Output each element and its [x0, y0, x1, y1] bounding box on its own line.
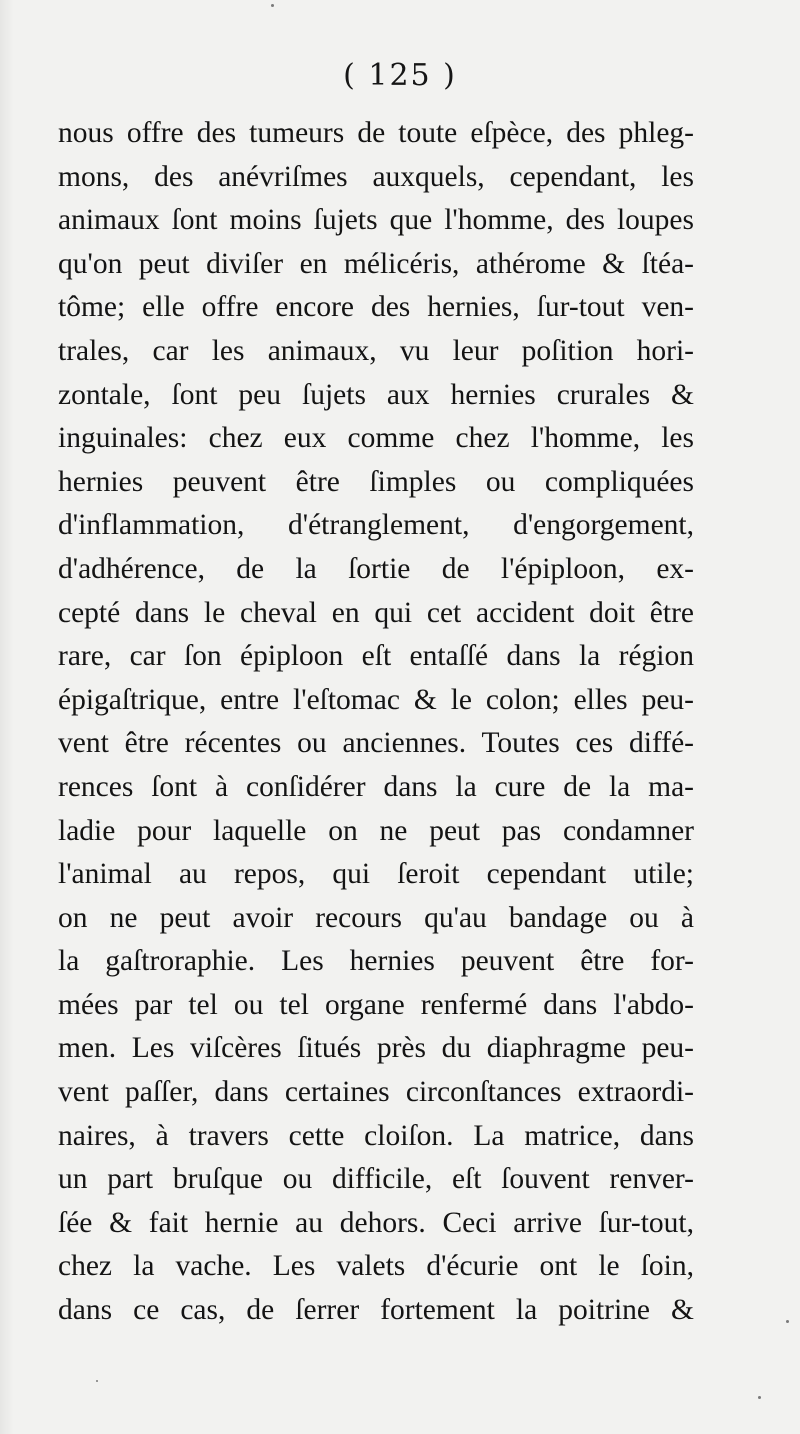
text-line: rences ſont à conſidérer dans la cure de la ma-: [58, 770, 694, 803]
text-line: ladie pour laquelle on ne peut pas condamner: [58, 814, 694, 847]
text-line: vent être récentes ou anciennes. Toutes ces diffé-: [58, 727, 694, 760]
text-line: inguinales: chez eux comme chez l'homme, les: [58, 422, 694, 455]
text-line: zontale, ſont peu ſujets aux hernies crurales &: [58, 378, 694, 411]
paper-speck: [271, 4, 274, 7]
text-line: on ne peut avoir recours qu'au bandage ou à: [58, 901, 694, 934]
text-line: tôme; elle offre encore des hernies, ſur-tout ven-: [58, 291, 694, 324]
paper-speck: [786, 1320, 789, 1323]
text-line: vent paſſer, dans certaines circonſtances extraordi-: [58, 1076, 694, 1109]
text-line: la gaſtroraphie. Les hernies peuvent être for-: [58, 945, 694, 978]
text-line: nous offre des tumeurs de toute eſpèce, des phleg-: [58, 117, 694, 149]
text-line: qu'on peut diviſer en mélicéris, athérome & ſtéa-: [58, 247, 694, 280]
text-line: d'inflammation, d'étranglement, d'engorgement,: [58, 509, 694, 542]
paper-speck: [758, 1396, 761, 1399]
text-line: ſée & fait hernie au dehors. Ceci arrive ſur-tout,: [58, 1206, 694, 1239]
text-line: un part bruſque ou difficile, eſt ſouvent renver-: [58, 1163, 694, 1196]
text-line: d'adhérence, de la ſortie de l'épiploon, ex-: [58, 552, 694, 585]
text-line: naires, à travers cette cloiſon. La matrice, dans: [58, 1119, 694, 1152]
text-line: chez la vache. Les valets d'écurie ont le ſoin,: [58, 1250, 694, 1283]
text-line: rare, car ſon épiploon eſt entaſſé dans la région: [58, 640, 694, 673]
text-line: animaux ſont moins ſujets que l'homme, des loupes: [58, 204, 694, 237]
text-line: men. Les viſcères ſitués près du diaphragme peu-: [58, 1032, 694, 1065]
page-number: ( 125 ): [343, 58, 457, 93]
text-line: épigaſtrique, entre l'eſtomac & le colon; elles peu-: [58, 683, 694, 716]
paper-speck: [96, 1380, 98, 1382]
text-line: trales, car les animaux, vu leur poſition hori-: [58, 334, 694, 367]
body-text: [58, 112, 694, 1333]
text-line: l'animal au repos, qui ſeroit cependant utile;: [58, 858, 694, 891]
text-line: hernies peuvent être ſimples ou compliquées: [58, 465, 694, 498]
text-line: dans ce cas, de ſerrer fortement la poitrine &: [58, 1294, 694, 1327]
text-line: mons, des anévriſmes auxquels, cependant, les: [58, 160, 694, 193]
text-line: cepté dans le cheval en qui cet accident doit être: [58, 596, 694, 629]
text-line: mées par tel ou tel organe renfermé dans l'abdo-: [58, 988, 694, 1021]
